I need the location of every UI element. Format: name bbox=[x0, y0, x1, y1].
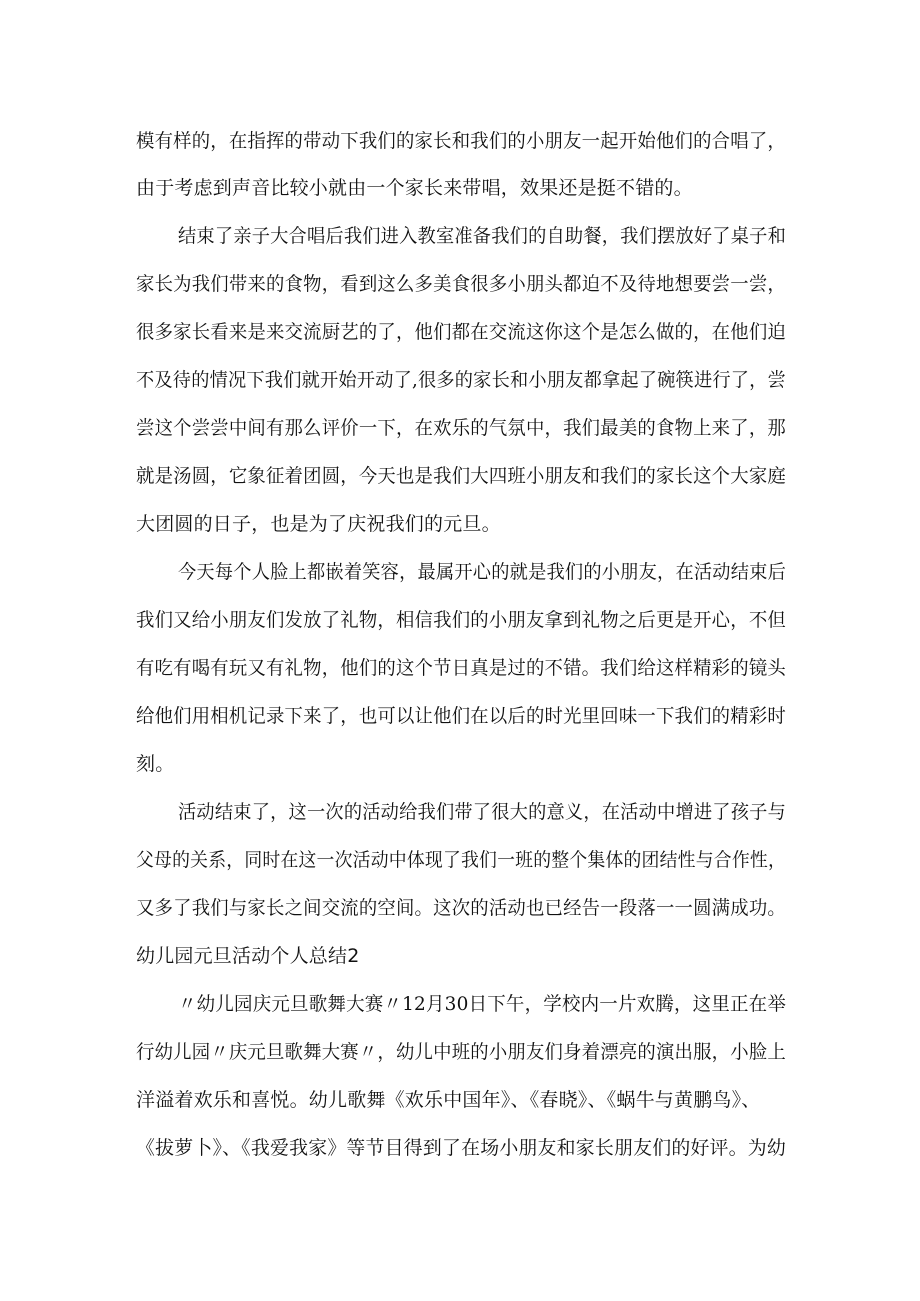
paragraph-2-line-2: 家长为我们带来的食物，看到这么多美食很多小朋头都迫不及待地想要尝一尝， bbox=[136, 273, 786, 295]
paragraph-5-line-2: 行幼儿园〃庆元旦歌舞大赛〃，幼儿中班的小朋友们身着漂亮的演出服，小脸上 bbox=[136, 1041, 786, 1063]
paragraph-1-line-1: 模有样的，在指挥的带动下我们的家长和我们的小朋友一起开始他们的合唱了， bbox=[136, 130, 786, 152]
paragraph-5-line-4: 《拔萝卜》、《我爱我家》等节目得到了在场小朋友和家长朋友们的好评。为幼 bbox=[136, 1137, 787, 1159]
paragraph-3-line-1: 今天每个人脸上都嵌着笑容，最属开心的就是我们的小朋友，在活动结束后 bbox=[178, 561, 787, 583]
paragraph-5-line-1: 〃幼儿园庆元旦歌舞大赛〃12月30日下午，学校内一片欢腾，这里正在举 bbox=[178, 993, 787, 1015]
paragraph-2-line-1: 结束了亲子大合唱后我们进入教室准备我们的自助餐，我们摆放好了桌子和 bbox=[178, 225, 787, 247]
paragraph-5-line-3: 洋溢着欢乐和喜悦。幼儿歌舞《欢乐中国年》、《春晓》、《蜗牛与黄鹏鸟》、 bbox=[136, 1089, 761, 1111]
paragraph-3-line-4: 给他们用相机记录下来了，也可以让他们在以后的时光里回味一下我们的精彩时 bbox=[136, 705, 786, 727]
paragraph-3-line-3: 有吃有喝有玩又有礼物，他们的这个节日真是过的不错。我们给这样精彩的镜头 bbox=[136, 657, 786, 679]
paragraph-3-line-5: 刻。 bbox=[136, 753, 175, 775]
paragraph-2-line-5: 尝这个尝尝中间有那么评价一下，在欢乐的气氛中，我们最美的食物上来了，那 bbox=[136, 417, 786, 439]
paragraph-3-line-2: 我们又给小朋友们发放了礼物，相信我们的小朋友拿到礼物之后更是开心，不但 bbox=[136, 609, 786, 631]
paragraph-2-line-3: 很多家长看来是来交流厨艺的了，他们都在交流这你这个是怎么做的，在他们迫 bbox=[136, 321, 786, 343]
section-heading: 幼儿园元旦活动个人总结2 bbox=[136, 945, 360, 967]
paragraph-1-line-2: 由于考虑到声音比较小就由一个家长来带唱，效果还是挺不错的。 bbox=[136, 177, 693, 199]
paragraph-4-line-1: 活动结束了，这一次的活动给我们带了很大的意义，在活动中增进了孩子与 bbox=[178, 801, 787, 823]
paragraph-4-line-3: 又多了我们与家长之间交流的空间。这次的活动也已经告一段落一一圆满成功。 bbox=[136, 897, 786, 919]
paragraph-2-line-6: 就是汤圆，它象征着团圆，今天也是我们大四班小朋友和我们的家长这个大家庭 bbox=[136, 465, 786, 487]
paragraph-4-line-2: 父母的关系，同时在这一次活动中体现了我们一班的整个集体的团结性与合作性， bbox=[136, 849, 787, 871]
paragraph-2-line-4: 不及待的情况下我们就开始开动了,很多的家长和小朋友都拿起了碗筷进行了，尝 bbox=[136, 369, 786, 391]
paragraph-2-line-7: 大团圆的日子，也是为了庆祝我们的元旦。 bbox=[136, 513, 501, 535]
